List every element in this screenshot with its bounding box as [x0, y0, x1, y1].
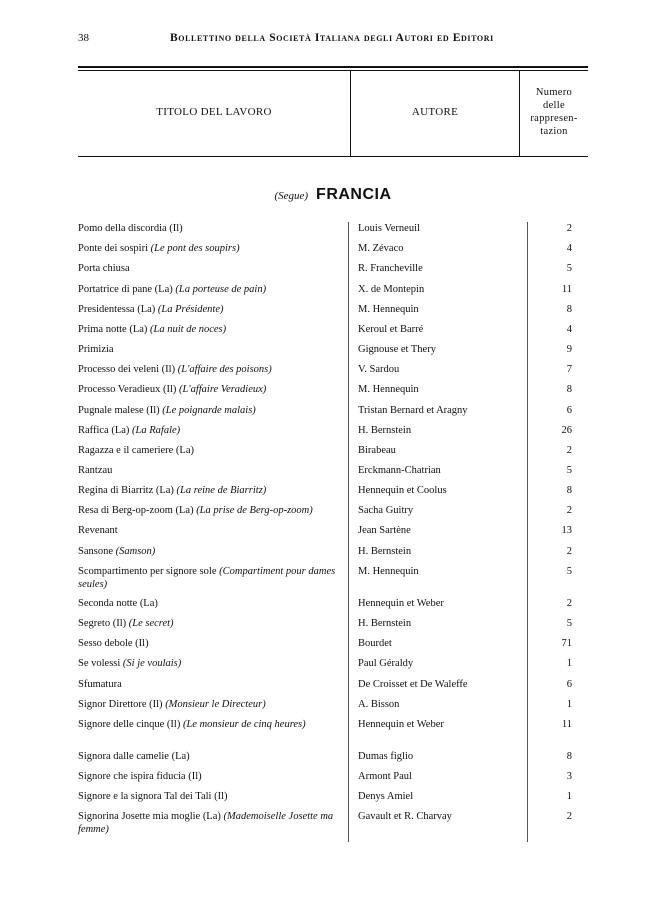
- row-title: [78, 657, 340, 670]
- row-author: M. Hennequin: [358, 304, 419, 315]
- row-title: [78, 617, 340, 630]
- row-title-original: (La porteuse de pain): [175, 284, 267, 295]
- row-title-original: (Si je voulais): [122, 658, 182, 669]
- count-header-line: rappresen-: [530, 113, 578, 124]
- row-title-text: Pugnale malese (Il): [78, 405, 160, 416]
- row-title-original: (La Présidente): [157, 304, 224, 315]
- running-head: [78, 32, 588, 48]
- row-title-text: Raffica (La): [78, 425, 130, 436]
- row-title: [78, 545, 340, 558]
- row-title-text: Seconda notte (La): [78, 598, 158, 609]
- row-title-text: Porta chiusa: [78, 263, 130, 274]
- row-author: Hennequin et Weber: [358, 719, 444, 730]
- row-title-text: Rantzau: [78, 465, 113, 476]
- row-count: 71: [561, 638, 572, 649]
- row-title-text: Signore che ispira fiducia (Il): [78, 771, 202, 782]
- row-title-text: Portatrice di pane (La): [78, 284, 173, 295]
- row-author: Erckmann-Chatrian: [358, 465, 441, 476]
- row-title-original: (L'affaire des poisons): [177, 364, 272, 375]
- row-count: 2: [566, 505, 572, 516]
- row-author: Paul Géraldy: [358, 658, 414, 669]
- row-count: 8: [566, 304, 572, 315]
- row-count: 2: [566, 223, 572, 234]
- row-title-text: Resa di Berg-op-zoom (La): [78, 505, 194, 516]
- row-author: H. Bernstein: [358, 425, 412, 436]
- section-heading: [78, 186, 588, 204]
- row-title-text: Signorina Josette mia moglie (La): [78, 811, 221, 822]
- row-title: [78, 504, 340, 517]
- row-count: 4: [566, 324, 572, 335]
- row-title-text: Signore e la signora Tal dei Tali (Il): [78, 791, 228, 802]
- row-title-original: (La nuit de noces): [150, 324, 227, 335]
- row-author: Jean Sartène: [358, 525, 411, 536]
- row-title-text: Signore delle cinque (Il): [78, 719, 181, 730]
- row-title-original: (Monsieur le Directeur): [165, 699, 266, 710]
- row-title-text: Sfumatura: [78, 679, 122, 690]
- row-author: Birabeau: [358, 445, 396, 456]
- row-author: Tristan Bernard et Aragny: [358, 405, 468, 416]
- row-count: 8: [566, 384, 572, 395]
- row-title-text: Ragazza e il cameriere (La): [78, 445, 194, 456]
- row-title-text: Signor Direttore (Il): [78, 699, 163, 710]
- row-count: 6: [566, 405, 572, 416]
- row-author: Armont Paul: [358, 771, 412, 782]
- row-count: 13: [561, 525, 572, 536]
- row-title-text: Regina di Biarritz (La): [78, 485, 174, 496]
- row-title: [78, 424, 340, 437]
- row-author: Hennequin et Coolus: [358, 485, 447, 496]
- row-count: 2: [566, 445, 572, 456]
- row-count: 9: [566, 344, 572, 355]
- count-header-line: Numero: [535, 87, 573, 98]
- row-title-text: Processo dei veleni (Il): [78, 364, 176, 375]
- row-count: 5: [566, 566, 572, 577]
- row-title: [78, 383, 340, 396]
- row-title-text: Sansone: [78, 546, 113, 557]
- row-count: 3: [566, 771, 572, 782]
- row-author: Louis Verneuil: [358, 223, 420, 234]
- row-author: H. Bernstein: [358, 618, 412, 629]
- row-title: [78, 565, 340, 591]
- row-title-original: (La Rafale): [132, 425, 181, 436]
- row-title-original: (La prise de Berg-op-zoom): [196, 505, 313, 516]
- row-title-original: (La reine de Biarritz): [176, 485, 267, 496]
- row-count: 11: [561, 719, 572, 730]
- row-title-text: Processo Veradieux (Il): [78, 384, 177, 395]
- row-count: 8: [566, 485, 572, 496]
- row-author: Dumas figlio: [358, 751, 414, 762]
- row-title: [78, 283, 340, 296]
- row-title-original: (Le secret): [128, 618, 174, 629]
- journal-title: Bollettino della Società Italiana degli Autori ed Editori: [170, 32, 494, 44]
- row-title-text: Presidentessa (La): [78, 304, 156, 315]
- row-title-original: (Mademoiselle Josette ma femme): [78, 811, 334, 835]
- row-author: R. Francheville: [358, 263, 423, 274]
- row-author: Sacha Guitry: [358, 505, 414, 516]
- row-author: Gignouse et Thery: [358, 344, 436, 355]
- row-title: [78, 222, 340, 235]
- row-count: 26: [561, 425, 572, 436]
- column-divider-1: [348, 222, 349, 842]
- row-title-original: (Samson): [115, 546, 156, 557]
- page-number: 38: [78, 32, 89, 44]
- row-title: [78, 678, 340, 691]
- column-header-title: TITOLO DEL LAVORO: [156, 106, 272, 118]
- row-title: [78, 790, 340, 803]
- row-title-text: Revenant: [78, 525, 118, 536]
- header-rule-thin: [78, 70, 588, 71]
- row-count: 6: [566, 679, 572, 690]
- count-header-line: tazion: [540, 126, 568, 137]
- row-title-original: (Le poignarde malais): [162, 405, 256, 416]
- row-count: 11: [561, 284, 572, 295]
- row-title-text: Signora dalle camelie (La): [78, 751, 190, 762]
- row-title-text: Prima notte (La): [78, 324, 148, 335]
- row-title: [78, 698, 340, 711]
- row-title: [78, 323, 340, 336]
- row-author: M. Hennequin: [358, 566, 419, 577]
- row-count: 1: [566, 658, 572, 669]
- row-count: 1: [566, 699, 572, 710]
- row-title-text: Sesso debole (Il): [78, 638, 149, 649]
- row-count: 5: [566, 465, 572, 476]
- row-title: [78, 810, 340, 836]
- row-author: Keroul et Barré: [358, 324, 424, 335]
- row-title-text: Primizia: [78, 344, 114, 355]
- section-segue: (Segue): [274, 190, 309, 202]
- row-title-original: (Le pont des soupirs): [150, 243, 240, 254]
- row-count: 4: [566, 243, 572, 254]
- row-author: X. de Montepin: [358, 284, 425, 295]
- row-title: [78, 464, 340, 477]
- row-title: [78, 404, 340, 417]
- row-author: De Croisset et De Waleffe: [358, 679, 468, 690]
- row-count: 8: [566, 751, 572, 762]
- row-count: 1: [566, 791, 572, 802]
- column-header-count: [520, 86, 588, 138]
- row-title: [78, 363, 340, 376]
- row-title: [78, 637, 340, 650]
- row-author: Gavault et R. Charvay: [358, 811, 452, 822]
- row-author: Denys Amiel: [358, 791, 414, 802]
- row-title: [78, 750, 340, 763]
- row-title: [78, 343, 340, 356]
- header-rule-thick: [78, 66, 588, 68]
- row-author: Bourdet: [358, 638, 392, 649]
- row-title-text: Segreto (Il): [78, 618, 127, 629]
- row-author: V. Sardou: [358, 364, 400, 375]
- row-title: [78, 524, 340, 537]
- count-header-line: delle: [543, 100, 565, 111]
- row-title: [78, 484, 340, 497]
- row-author: A. Bisson: [358, 699, 400, 710]
- row-title: [78, 770, 340, 783]
- section-country: FRANCIA: [316, 186, 392, 203]
- row-count: 2: [566, 598, 572, 609]
- row-author: M. Zévaco: [358, 243, 404, 254]
- row-count: 5: [566, 263, 572, 274]
- row-count: 5: [566, 618, 572, 629]
- row-title-text: Se volessi: [78, 658, 121, 669]
- row-count: 2: [566, 546, 572, 557]
- row-title: [78, 597, 340, 610]
- row-title-original: (Compartiment pour dames seules): [78, 566, 336, 590]
- header-rule-bottom: [78, 156, 588, 157]
- column-header-author: AUTORE: [411, 106, 459, 118]
- row-title: [78, 718, 340, 731]
- row-title-text: Pomo della discordia (Il): [78, 223, 183, 234]
- row-title-original: (Le monsieur de cinq heures): [182, 719, 306, 730]
- row-title: [78, 303, 340, 316]
- row-title: [78, 444, 340, 457]
- row-author: H. Bernstein: [358, 546, 412, 557]
- row-count: 7: [566, 364, 572, 375]
- row-title-original: (L'affaire Veradieux): [179, 384, 267, 395]
- row-author: Hennequin et Weber: [358, 598, 444, 609]
- row-title: [78, 262, 340, 275]
- row-count: 2: [566, 811, 572, 822]
- row-title-text: Ponte dei sospiri: [78, 243, 148, 254]
- row-title: [78, 242, 340, 255]
- row-title-text: Scompartimento per signore sole: [78, 566, 217, 577]
- row-author: M. Hennequin: [358, 384, 419, 395]
